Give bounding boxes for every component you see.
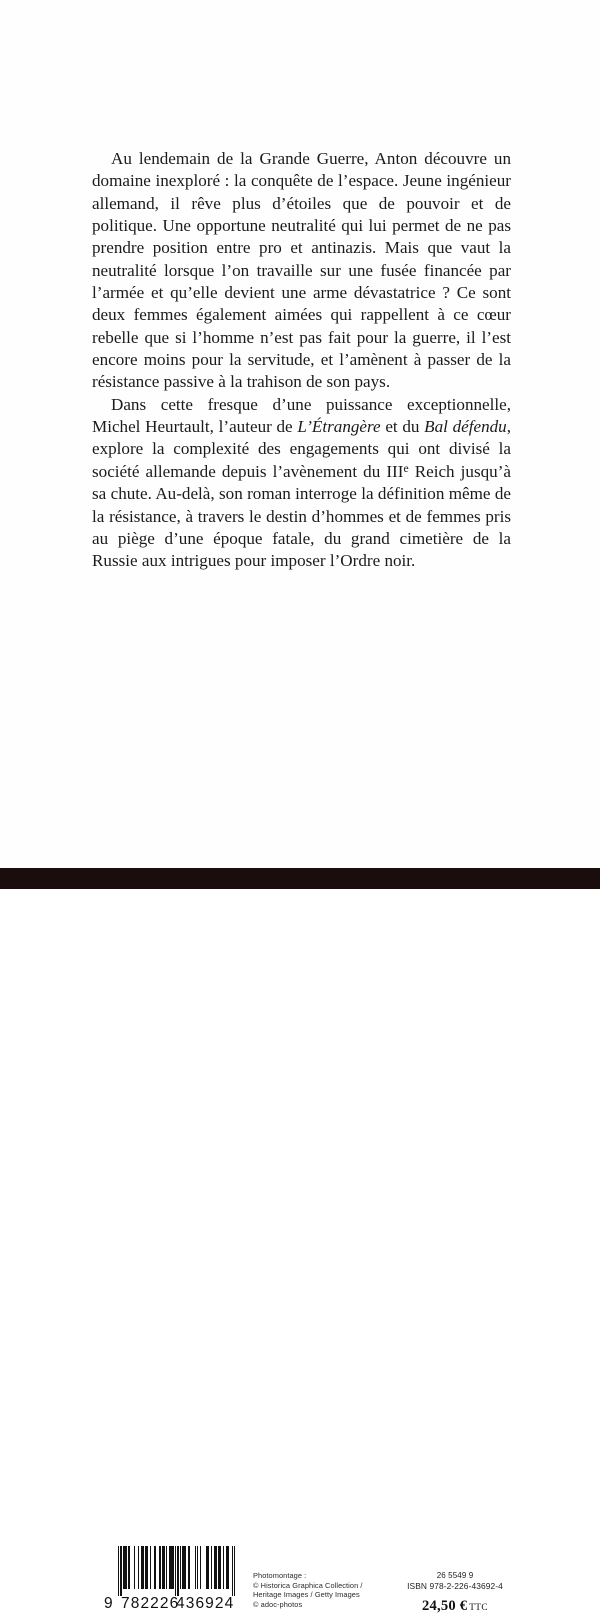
barcode-bar <box>211 1546 212 1589</box>
credits-line-2: © Historica Graphica Collection / <box>253 1580 363 1590</box>
barcode-bar <box>175 1546 176 1596</box>
barcode-bar <box>120 1546 121 1596</box>
book-title-letrangere: L’Étrangère <box>297 417 381 437</box>
barcode-bar <box>169 1546 174 1589</box>
barcode-bar <box>206 1546 210 1589</box>
photo-credits <box>253 1571 363 1609</box>
blurb-paragraph-1-text: Au lendemain de la Grande Guerre, Anton découvre un domaine inexploré : la conquête de l’espace. Jeune ingénieur allemand, il rêve plus d’étoiles que de pouvoir et de politique. Une opportune neutralité qui lui permet de ne pas prendre position entre pro et antinazis. Mais que vaut la neutralité lorsque l’on travaille sur une fusée financée par l’armée et qu’elle devient une arme dévastatrice ? Ce sont deux femmes également aimées qui rappellent à ce cœur rebelle que si l’homme n’est pas fait pour la guerre, il l’est encore moins pour la servitude, et l’amènent à passer de la résistance passive à la trahison de son pays. <box>92 149 511 392</box>
blurb-paragraph-2 <box>92 394 511 573</box>
isbn-number: ISBN 978-2-226-43692-4 <box>407 1581 503 1592</box>
barcode-bar <box>200 1546 201 1589</box>
barcode-bar <box>182 1546 186 1589</box>
barcode-right-group: 436924 <box>176 1595 235 1612</box>
price <box>380 1597 530 1615</box>
barcode-bars <box>118 1546 236 1596</box>
barcode-bar <box>195 1546 196 1589</box>
barcode-bar <box>123 1546 127 1589</box>
price-amount: 24,50 € <box>422 1598 468 1615</box>
isbn-price-block <box>380 1571 530 1615</box>
internal-code: 26 5549 9 <box>436 1571 474 1580</box>
blurb-paragraph-2-text-d: Reich jusqu’à sa chute. Au-delà, son roman interroge la définition même de la résistance, à travers le destin d’hommes et de femmes pris au piège d’une époque fatale, du grand cimetière de la Russie aux intrigues pour imposer l’Ordre noir. <box>92 461 511 571</box>
credits-line-3: Heritage Images / Getty Images <box>253 1590 360 1600</box>
credits-line-4: © adoc-photos <box>253 1599 303 1609</box>
barcode-bar <box>150 1546 151 1589</box>
barcode-bar <box>166 1546 167 1589</box>
ordinal-superscript: e <box>403 461 409 475</box>
barcode-bar <box>234 1546 235 1596</box>
barcode-bar <box>145 1546 147 1589</box>
barcode-bar <box>134 1546 135 1589</box>
barcode-bar <box>188 1546 189 1589</box>
barcode-bar <box>214 1546 216 1589</box>
barcode-bar <box>177 1546 178 1596</box>
barcode-bar <box>141 1546 143 1589</box>
barcode-lead-digit: 9 <box>104 1595 114 1612</box>
barcode-bar <box>162 1546 164 1589</box>
book-title-bal-defendu: Bal défendu <box>424 417 507 437</box>
blurb-paragraph-2-text-a: Dans cette fresque d’une puissance exceptionnelle, Michel Heurtault, l’auteur de <box>92 394 511 437</box>
credits-line-1: Photomontage : <box>253 1571 307 1580</box>
barcode-bar <box>138 1546 139 1589</box>
barcode-bar <box>223 1546 224 1589</box>
barcode-bar <box>232 1546 233 1596</box>
book-blurb <box>92 148 511 573</box>
barcode-bar <box>197 1546 198 1589</box>
barcode-bar <box>159 1546 161 1589</box>
blurb-paragraph-1 <box>92 148 511 394</box>
barcode-digits <box>104 1595 236 1611</box>
blurb-paragraph-2-text-c: , explore la complexité des engagements qui ont divisé la société allemande depuis l’avènement du III <box>92 417 511 481</box>
blurb-paragraph-2-text-b: et du <box>380 417 425 437</box>
barcode-bar <box>226 1546 230 1589</box>
barcode-bar <box>180 1546 181 1589</box>
barcode-bar <box>128 1546 130 1589</box>
barcode-bar <box>154 1546 156 1589</box>
price-tax-label: TTC <box>469 1603 488 1614</box>
barcode-left-group: 782226 <box>121 1595 180 1612</box>
barcode-bar <box>218 1546 220 1589</box>
book-bottom-edge <box>0 868 600 889</box>
bottom-info-strip <box>0 770 600 1615</box>
barcode <box>104 1546 236 1611</box>
barcode-bar <box>118 1546 119 1596</box>
